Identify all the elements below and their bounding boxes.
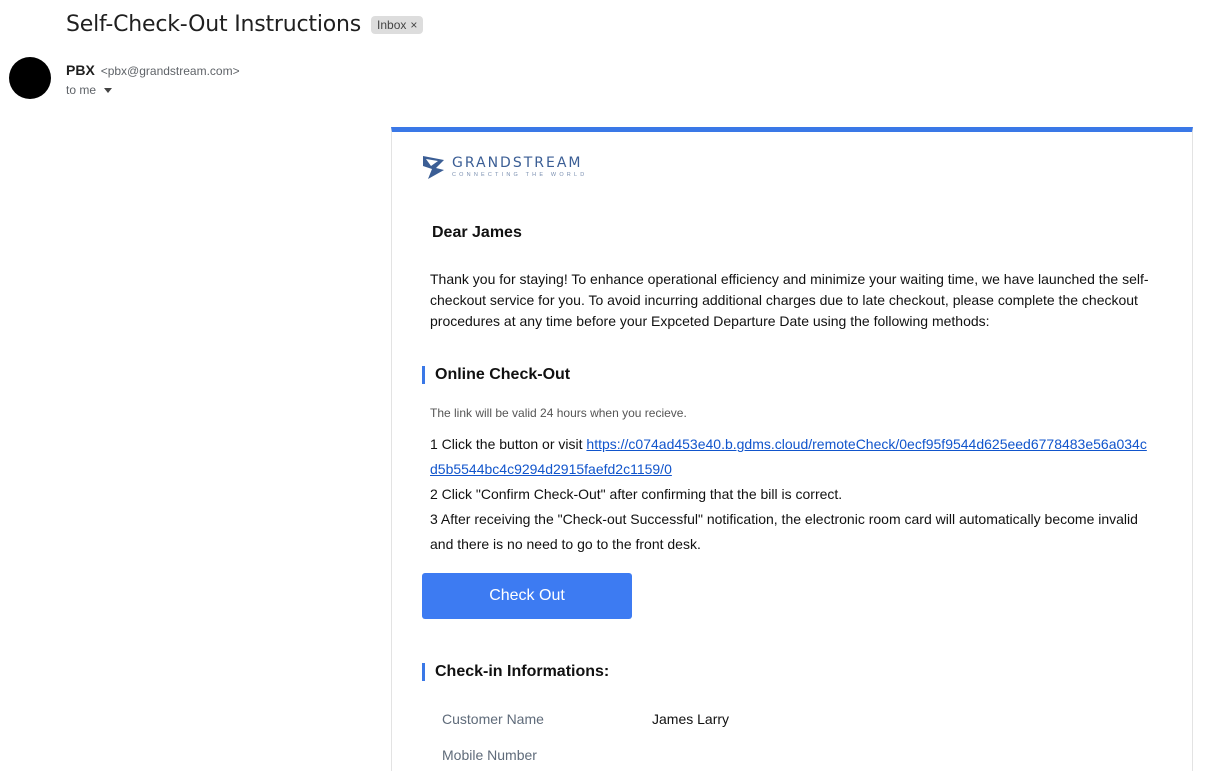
sender-avatar bbox=[9, 57, 51, 99]
grandstream-logo bbox=[422, 154, 587, 180]
step-1 bbox=[430, 432, 1150, 482]
customer-name-value: James Larry bbox=[652, 711, 730, 727]
step-2: 2 Click "Confirm Check-Out" after confirming that the bill is correct. bbox=[430, 486, 843, 502]
online-checkout-heading: Online Check-Out bbox=[422, 366, 570, 384]
remote-checkout-link[interactable]: https://c074ad453e40.b.gdms.cloud/remoteCheck/0ecf95f9544d625eed6778483e56a034cd5b5544bc4c9294d2915faefd2c1159/0 bbox=[430, 436, 1147, 477]
email-subject: Self-Check-Out Instructions bbox=[66, 12, 362, 37]
info-row bbox=[442, 747, 652, 763]
link-validity-note: The link will be valid 24 hours when you recieve. bbox=[430, 406, 687, 420]
logo-wordmark: GRANDSTREAM bbox=[452, 155, 583, 171]
checkout-steps bbox=[430, 432, 1150, 557]
sender-info bbox=[66, 62, 240, 78]
grandstream-logo-icon bbox=[422, 154, 446, 180]
checkin-info-heading: Check-in Informations: bbox=[422, 663, 609, 681]
sender-name: PBX bbox=[66, 62, 95, 78]
email-body-card bbox=[391, 127, 1193, 771]
customer-name-label: Customer Name bbox=[442, 711, 544, 727]
info-row bbox=[442, 711, 729, 727]
remove-label-icon[interactable]: × bbox=[410, 17, 418, 32]
sender-email: <pbx@grandstream.com> bbox=[100, 64, 240, 78]
mobile-number-label: Mobile Number bbox=[442, 747, 537, 763]
step-1-text: 1 Click the button or visit bbox=[430, 436, 587, 452]
chevron-down-icon[interactable] bbox=[104, 88, 112, 93]
email-header bbox=[66, 12, 423, 37]
intro-paragraph: Thank you for staying! To enhance operational efficiency and minimize your waiting time, we have launched the self-checkout service for you. To avoid incurring additional charges due to late checkout, please complete the checkout procedures at any time before your Expceted Departure Date using the following methods: bbox=[430, 271, 1149, 329]
recipient-details-toggle[interactable] bbox=[66, 83, 112, 97]
inbox-label-chip[interactable] bbox=[371, 16, 423, 34]
step-3: 3 After receiving the "Check-out Successful" notification, the electronic room card will automatically become invalid and there is no need to go to the front desk. bbox=[430, 511, 1138, 552]
recipient-label: to me bbox=[66, 83, 97, 97]
check-out-button[interactable]: Check Out bbox=[422, 573, 632, 619]
greeting: Dear James bbox=[432, 224, 522, 241]
inbox-label-text: Inbox bbox=[377, 17, 407, 32]
logo-tagline: CONNECTING THE WORLD bbox=[452, 172, 588, 178]
